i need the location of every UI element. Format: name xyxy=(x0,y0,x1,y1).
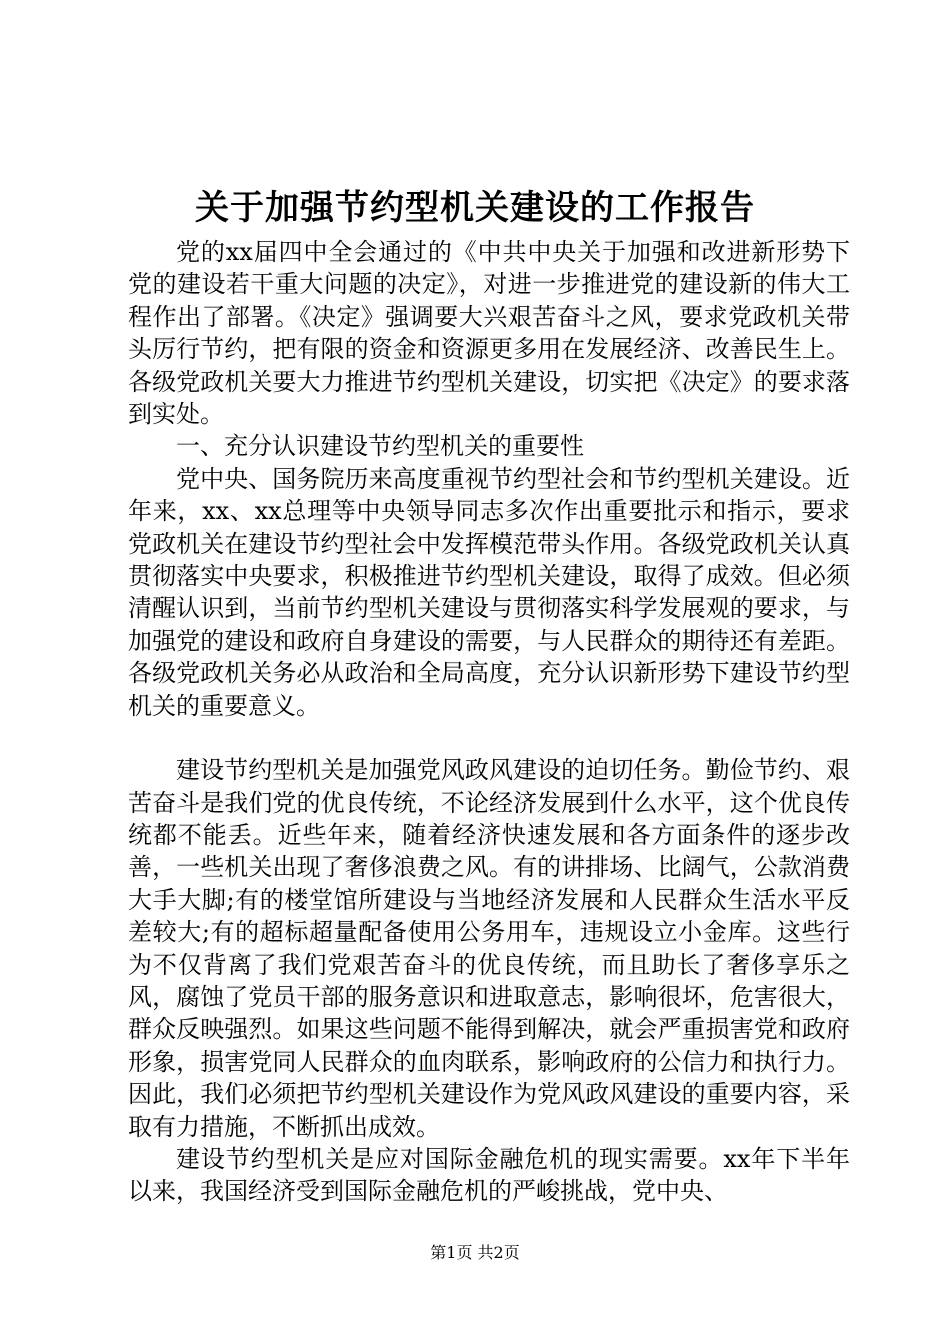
document-body xyxy=(128,236,850,1208)
page-footer: 第1页 共2页 xyxy=(430,1243,520,1262)
paragraph-importance: 党中央、国务院历来高度重视节约型社会和节约型机关建设。近年来，xx、xx总理等中央领导同志多次作出重要批示和指示，要求党政机关在建设节约型社会中发挥模范带头作用。各级党政机关认真贯彻落实中央要求，积极推进节约型机关建设，取得了成效。但必须清醒认识到，当前节约型机关建设与贯彻落实科学发展观的要求，与加强党的建设和政府自身建设的需要，与人民群众的期待还有差距。各级党政机关务必从政治和全局高度，充分认识新形势下建设节约型机关的重要意义。 xyxy=(128,464,850,720)
section-heading-1: 一、充分认识建设节约型机关的重要性 xyxy=(176,432,584,461)
page-title: 关于加强节约型机关建设的工作报告 xyxy=(195,188,755,228)
paragraph-financial-crisis: 建设节约型机关是应对国际金融危机的现实需要。xx年下半年以来，我国经济受到国际金融危机的严峻挑战，党中央、 xyxy=(128,1144,850,1206)
paragraph-intro: 党的xx届四中全会通过的《中共中央关于加强和改进新形势下党的建设若干重大问题的决定》，对进一步推进党的建设新的伟大工程作出了部署。《决定》强调要大兴艰苦奋斗之风，要求党政机关带头厉行节约，把有限的资金和资源更多用在发展经济、改善民生上。各级党政机关要大力推进节约型机关建设，切实把《决定》的要求落到实处。 xyxy=(128,238,850,429)
paragraph-party-style: 建设节约型机关是加强党风政风建设的迫切任务。勤俭节约、艰苦奋斗是我们党的优良传统，不论经济发展到什么水平，这个优良传统都不能丢。近些年来，随着经济快速发展和各方面条件的逐步改善，一些机关出现了奢侈浪费之风。有的讲排场、比阔气，公款消费大手大脚;有的楼堂馆所建设与当地经济发展和人民群众生活水平反差较大;有的超标超量配备使用公务用车，违规设立小金库。这些行为不仅背离了我们党艰苦奋斗的优良传统，而且助长了奢侈享乐之风，腐蚀了党员干部的服务意识和进取意志，影响很坏，危害很大，群众反映强烈。如果这些问题不能得到解决，就会严重损害党和政府形象，损害党同人民群众的血肉联系，影响政府的公信力和执行力。因此，我们必须把节约型机关建设作为党风政风建设的重要内容，采取有力措施，不断抓出成效。 xyxy=(128,756,850,1141)
